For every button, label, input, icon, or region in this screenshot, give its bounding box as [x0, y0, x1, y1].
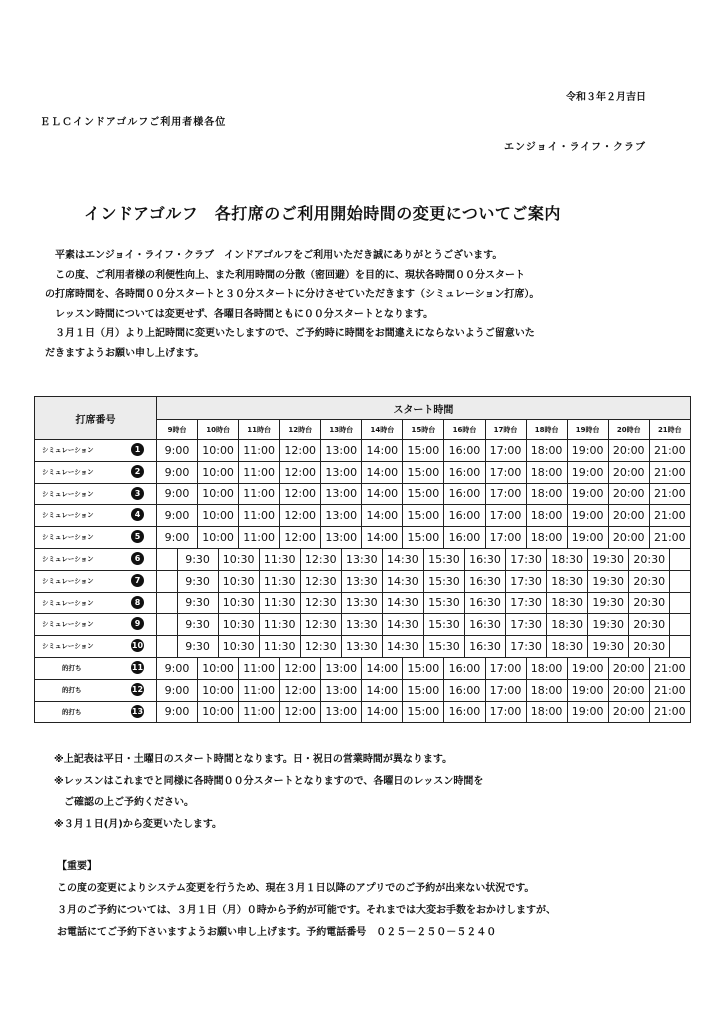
start-time-cell: 10:30	[218, 592, 259, 614]
seat-row	[35, 527, 691, 549]
start-time-cell: 11:30	[259, 570, 300, 592]
start-time-cell: 12:00	[280, 483, 321, 505]
start-time-cell: 21:00	[649, 483, 690, 505]
seat-number-header: 打席番号	[35, 397, 157, 440]
start-time-cell: 10:30	[218, 636, 259, 658]
seat-label: 的打ち	[62, 685, 82, 694]
start-time-cell: 16:00	[444, 483, 485, 505]
seat-cell	[35, 548, 157, 570]
seat-label: 的打ち	[62, 663, 82, 672]
start-time-cell: 13:00	[321, 701, 362, 723]
start-time-cell: 9:30	[177, 570, 218, 592]
start-time-cell: 16:00	[444, 701, 485, 723]
start-time-cell: 15:00	[403, 483, 444, 505]
seat-cell	[35, 701, 157, 723]
start-time-cell: 12:00	[280, 440, 321, 462]
start-time-cell: 12:00	[280, 657, 321, 679]
seat-row	[35, 657, 691, 679]
start-time-cell: 15:30	[423, 592, 464, 614]
start-time-cell: 11:00	[239, 527, 280, 549]
start-time-cell: 9:30	[177, 592, 218, 614]
hour-header: 21時台	[649, 420, 690, 440]
start-time-cell: 17:00	[485, 483, 526, 505]
start-time-cell: 12:30	[300, 592, 341, 614]
document-date: 令和３年２月吉日	[566, 92, 646, 103]
start-time-cell: 18:30	[547, 636, 588, 658]
start-time-cell: 11:00	[239, 657, 280, 679]
seat-cell	[35, 483, 157, 505]
important-line: お電話にてご予約下さいますようお願い申し上げます。予約電話番号 ０２５－２５０－５２４０	[57, 927, 497, 938]
seat-number-badge: 11	[131, 662, 144, 672]
start-time-cell: 21:00	[649, 505, 690, 527]
empty-cell	[670, 570, 691, 592]
start-time-cell: 20:00	[608, 505, 649, 527]
start-time-cell: 19:00	[567, 483, 608, 505]
intro-line: この度、ご利用者様の利便性向上、また利用時間の分散（密回避）を目的に、現状各時間００分スタート	[45, 269, 525, 281]
start-time-cell: 17:00	[485, 679, 526, 701]
important-line: この度の変更によりシステム変更を行うため、現在３月１日以降のアプリでのご予約が出来ない状況です。	[57, 883, 535, 894]
start-time-cell: 17:00	[485, 657, 526, 679]
start-time-cell: 15:30	[423, 614, 464, 636]
start-time-cell: 18:30	[547, 570, 588, 592]
start-time-cell: 14:00	[362, 440, 403, 462]
start-time-cell: 15:30	[423, 548, 464, 570]
start-time-cell: 16:30	[464, 592, 505, 614]
hour-header: 13時台	[321, 420, 362, 440]
seat-label: シミュレーション	[42, 576, 94, 585]
hour-header: 20時台	[608, 420, 649, 440]
empty-cell	[157, 570, 178, 592]
seat-row	[35, 636, 691, 658]
start-time-cell: 13:00	[321, 657, 362, 679]
start-time-cell: 16:00	[444, 505, 485, 527]
hour-header: 11時台	[239, 420, 280, 440]
start-time-cell: 11:00	[239, 679, 280, 701]
start-time-cell: 14:00	[362, 527, 403, 549]
hour-header: 16時台	[444, 420, 485, 440]
seat-label: シミュレーション	[42, 511, 94, 520]
start-time-cell: 18:00	[526, 701, 567, 723]
start-time-cell: 18:30	[547, 548, 588, 570]
start-time-cell: 16:30	[464, 570, 505, 592]
seat-cell	[35, 570, 157, 592]
start-time-cell: 19:00	[567, 505, 608, 527]
start-time-cell: 14:00	[362, 701, 403, 723]
start-time-cell: 21:00	[649, 657, 690, 679]
document-title: インドアゴルフ 各打席のご利用開始時間の変更についてご案内	[84, 204, 561, 223]
start-time-cell: 20:00	[608, 483, 649, 505]
start-time-cell: 12:30	[300, 614, 341, 636]
seat-cell	[35, 505, 157, 527]
start-time-cell: 21:00	[649, 679, 690, 701]
start-time-cell: 21:00	[649, 440, 690, 462]
start-time-cell: 9:30	[177, 548, 218, 570]
start-time-header: スタート時間	[157, 397, 691, 420]
seat-row	[35, 679, 691, 701]
start-time-cell: 9:00	[157, 483, 198, 505]
start-time-cell: 17:00	[485, 461, 526, 483]
seat-number-badge: 13	[131, 706, 144, 716]
seat-number-badge: 7	[131, 574, 144, 587]
seat-label: シミュレーション	[42, 489, 94, 498]
empty-cell	[157, 614, 178, 636]
empty-cell	[157, 548, 178, 570]
intro-line: 平素はエンジョイ・ライフ・クラブ インドアゴルフをご利用いただき誠にありがとうございます。	[45, 250, 503, 261]
seat-row	[35, 483, 691, 505]
start-time-cell: 15:00	[403, 440, 444, 462]
empty-cell	[670, 592, 691, 614]
seat-row	[35, 548, 691, 570]
seat-label: シミュレーション	[42, 642, 94, 651]
seat-cell	[35, 614, 157, 636]
start-time-cell: 17:30	[506, 592, 547, 614]
hour-header: 10時台	[198, 420, 239, 440]
start-time-cell: 14:30	[382, 614, 423, 636]
start-time-cell: 18:00	[526, 483, 567, 505]
start-time-cell: 17:00	[485, 440, 526, 462]
seat-number-badge: 5	[131, 530, 144, 543]
seat-row	[35, 505, 691, 527]
start-time-cell: 17:30	[506, 570, 547, 592]
seat-cell	[35, 636, 157, 658]
start-time-cell: 15:00	[403, 657, 444, 679]
sender: エンジョイ・ライフ・クラブ	[504, 142, 646, 153]
important-line: ３月のご予約については、３月１日（月）０時から予約が可能です。それまでは大変お手数をおかけしますが、	[57, 905, 556, 916]
start-time-cell: 18:00	[526, 440, 567, 462]
start-time-cell: 15:30	[423, 636, 464, 658]
seat-cell	[35, 657, 157, 679]
start-time-cell: 16:00	[444, 527, 485, 549]
seat-number-badge: 2	[131, 465, 144, 478]
start-time-cell: 17:30	[506, 548, 547, 570]
start-time-cell: 17:00	[485, 527, 526, 549]
start-time-cell: 21:00	[649, 461, 690, 483]
start-time-cell: 18:30	[547, 614, 588, 636]
start-time-cell: 20:30	[629, 614, 670, 636]
seat-label: シミュレーション	[42, 554, 94, 563]
seat-label: シミュレーション	[42, 533, 94, 542]
start-time-cell: 16:00	[444, 461, 485, 483]
seat-number-badge: 1	[131, 443, 144, 456]
start-time-cell: 14:30	[382, 592, 423, 614]
start-time-cell: 9:00	[157, 440, 198, 462]
seat-number-badge: 8	[131, 596, 144, 609]
start-time-cell: 9:00	[157, 701, 198, 723]
seat-row	[35, 570, 691, 592]
start-time-cell: 20:30	[629, 548, 670, 570]
seat-label: シミュレーション	[42, 620, 94, 629]
start-time-cell: 18:00	[526, 461, 567, 483]
hour-header: 19時台	[567, 420, 608, 440]
start-time-cell: 12:30	[300, 636, 341, 658]
start-time-cell: 19:30	[588, 636, 629, 658]
start-time-cell: 10:00	[198, 679, 239, 701]
start-time-cell: 11:00	[239, 701, 280, 723]
start-time-cell: 20:30	[629, 636, 670, 658]
intro-line: の打席時間を、各時間００分スタートと３０分スタートに分けさせていただきます（シミュレーション打席）。	[45, 289, 540, 300]
start-time-cell: 14:00	[362, 461, 403, 483]
addressee: ＥＬＣインドアゴルフご利用者様各位	[40, 117, 227, 128]
start-time-cell: 19:30	[588, 592, 629, 614]
seat-row	[35, 440, 691, 462]
start-time-cell: 18:00	[526, 527, 567, 549]
seat-cell	[35, 679, 157, 701]
start-time-cell: 12:00	[280, 679, 321, 701]
start-time-cell: 16:30	[464, 548, 505, 570]
start-time-cell: 19:00	[567, 657, 608, 679]
start-time-cell: 14:00	[362, 505, 403, 527]
start-time-cell: 14:30	[382, 548, 423, 570]
hour-header: 9時台	[157, 420, 198, 440]
start-time-cell: 11:30	[259, 548, 300, 570]
intro-line: だきますようお願い申し上げます。	[45, 347, 205, 359]
seat-cell	[35, 461, 157, 483]
start-time-cell: 15:00	[403, 461, 444, 483]
start-time-cell: 12:00	[280, 505, 321, 527]
start-time-cell: 10:00	[198, 657, 239, 679]
start-time-cell: 10:30	[218, 570, 259, 592]
start-time-cell: 10:00	[198, 701, 239, 723]
start-time-cell: 12:00	[280, 701, 321, 723]
start-time-cell: 19:00	[567, 701, 608, 723]
start-time-cell: 19:00	[567, 461, 608, 483]
intro-paragraph	[45, 246, 539, 363]
start-time-cell: 19:00	[567, 527, 608, 549]
seat-number-badge: 3	[131, 487, 144, 500]
start-time-cell: 11:00	[239, 483, 280, 505]
start-time-cell: 13:00	[321, 461, 362, 483]
start-time-cell: 10:00	[198, 527, 239, 549]
start-time-cell: 16:00	[444, 440, 485, 462]
empty-cell	[670, 614, 691, 636]
start-time-cell: 18:00	[526, 505, 567, 527]
start-time-cell: 10:00	[198, 461, 239, 483]
start-time-cell: 17:30	[506, 614, 547, 636]
hour-header: 18時台	[526, 420, 567, 440]
start-time-cell: 19:00	[567, 679, 608, 701]
start-time-cell: 10:30	[218, 548, 259, 570]
intro-line: ３月１日（月）より上記時間に変更いたしますので、ご予約時に時間をお間違えにならないようご留意いた	[45, 328, 535, 339]
start-time-cell: 19:30	[588, 570, 629, 592]
start-time-cell: 16:00	[444, 679, 485, 701]
seat-number-badge: 12	[131, 684, 144, 694]
seat-row	[35, 592, 691, 614]
start-time-cell: 20:00	[608, 440, 649, 462]
start-time-cell: 9:30	[177, 636, 218, 658]
empty-cell	[670, 548, 691, 570]
start-time-cell: 12:30	[300, 548, 341, 570]
seat-label: シミュレーション	[42, 598, 94, 607]
start-time-cell: 16:00	[444, 657, 485, 679]
start-time-cell: 21:00	[649, 527, 690, 549]
start-time-cell: 20:00	[608, 657, 649, 679]
start-time-cell: 16:30	[464, 614, 505, 636]
start-time-cell: 13:00	[321, 483, 362, 505]
start-time-cell: 10:30	[218, 614, 259, 636]
start-time-cell: 12:00	[280, 527, 321, 549]
start-time-cell: 20:00	[608, 461, 649, 483]
start-time-cell: 20:00	[608, 701, 649, 723]
start-time-cell: 14:00	[362, 657, 403, 679]
seat-cell	[35, 527, 157, 549]
seat-number-badge: 9	[131, 617, 144, 630]
start-time-cell: 20:00	[608, 527, 649, 549]
start-time-cell: 13:30	[341, 636, 382, 658]
empty-cell	[157, 636, 178, 658]
seat-number-badge: 10	[131, 641, 144, 651]
schedule-table	[34, 396, 691, 723]
start-time-cell: 19:00	[567, 440, 608, 462]
start-time-cell: 12:30	[300, 570, 341, 592]
start-time-cell: 9:00	[157, 657, 198, 679]
start-time-cell: 15:00	[403, 701, 444, 723]
seat-label: シミュレーション	[42, 446, 94, 454]
start-time-cell: 13:00	[321, 679, 362, 701]
start-time-cell: 20:00	[608, 679, 649, 701]
seat-row	[35, 701, 691, 723]
start-time-cell: 18:00	[526, 657, 567, 679]
start-time-cell: 19:30	[588, 614, 629, 636]
empty-cell	[157, 592, 178, 614]
seat-label: 的打ち	[62, 707, 82, 716]
start-time-cell: 15:30	[423, 570, 464, 592]
start-time-cell: 11:00	[239, 461, 280, 483]
start-time-cell: 17:30	[506, 636, 547, 658]
note-line: ※上記表は平日・土曜日のスタート時間となります。日・祝日の営業時間が異なります。	[54, 754, 453, 765]
start-time-cell: 10:00	[198, 505, 239, 527]
start-time-cell: 14:30	[382, 570, 423, 592]
start-time-cell: 18:30	[547, 592, 588, 614]
start-time-cell: 14:00	[362, 483, 403, 505]
start-time-cell: 13:00	[321, 440, 362, 462]
start-time-cell: 15:00	[403, 505, 444, 527]
start-time-cell: 14:30	[382, 636, 423, 658]
start-time-cell: 9:30	[177, 614, 218, 636]
start-time-cell: 13:30	[341, 570, 382, 592]
note-line: ご確認の上ご予約ください。	[54, 797, 194, 808]
start-time-cell: 11:00	[239, 505, 280, 527]
start-time-cell: 20:30	[629, 592, 670, 614]
start-time-cell: 9:00	[157, 527, 198, 549]
start-time-cell: 13:00	[321, 505, 362, 527]
start-time-cell: 12:00	[280, 461, 321, 483]
start-time-cell: 11:00	[239, 440, 280, 462]
start-time-cell: 10:00	[198, 483, 239, 505]
hour-header: 14時台	[362, 420, 403, 440]
seat-label: シミュレーション	[42, 467, 94, 476]
start-time-cell: 15:00	[403, 527, 444, 549]
note-line: ※レッスンはこれまでと同様に各時間００分スタートとなりますので、各曜日のレッスン時間を	[54, 775, 484, 787]
start-time-cell: 13:00	[321, 527, 362, 549]
start-time-cell: 14:00	[362, 679, 403, 701]
hour-header: 12時台	[280, 420, 321, 440]
start-time-cell: 19:30	[588, 548, 629, 570]
start-time-cell: 17:00	[485, 701, 526, 723]
start-time-cell: 21:00	[649, 701, 690, 723]
start-time-cell: 16:30	[464, 636, 505, 658]
start-time-cell: 11:30	[259, 636, 300, 658]
start-time-cell: 11:30	[259, 592, 300, 614]
start-time-cell: 17:00	[485, 505, 526, 527]
start-time-cell: 15:00	[403, 679, 444, 701]
empty-cell	[670, 636, 691, 658]
seat-number-badge: 4	[131, 508, 144, 521]
intro-line: レッスン時間については変更せず、各曜日各時間ともに００分スタートとなります。	[45, 308, 434, 320]
seat-cell	[35, 592, 157, 614]
seat-cell	[35, 440, 157, 462]
start-time-cell: 13:30	[341, 592, 382, 614]
note-line: ※３月１日(月)から変更いたします。	[54, 818, 223, 830]
start-time-cell: 11:30	[259, 614, 300, 636]
important-heading: 【重要】	[57, 861, 97, 872]
hour-header: 15時台	[403, 420, 444, 440]
hour-header: 17時台	[485, 420, 526, 440]
important-notice	[57, 856, 556, 944]
start-time-cell: 18:00	[526, 679, 567, 701]
seat-row	[35, 461, 691, 483]
start-time-cell: 20:30	[629, 570, 670, 592]
seat-number-badge: 6	[131, 552, 144, 565]
start-time-cell: 13:30	[341, 614, 382, 636]
start-time-cell: 9:00	[157, 505, 198, 527]
seat-row	[35, 614, 691, 636]
notes	[54, 749, 483, 835]
start-time-cell: 13:30	[341, 548, 382, 570]
start-time-cell: 10:00	[198, 440, 239, 462]
start-time-cell: 9:00	[157, 679, 198, 701]
start-time-cell: 9:00	[157, 461, 198, 483]
